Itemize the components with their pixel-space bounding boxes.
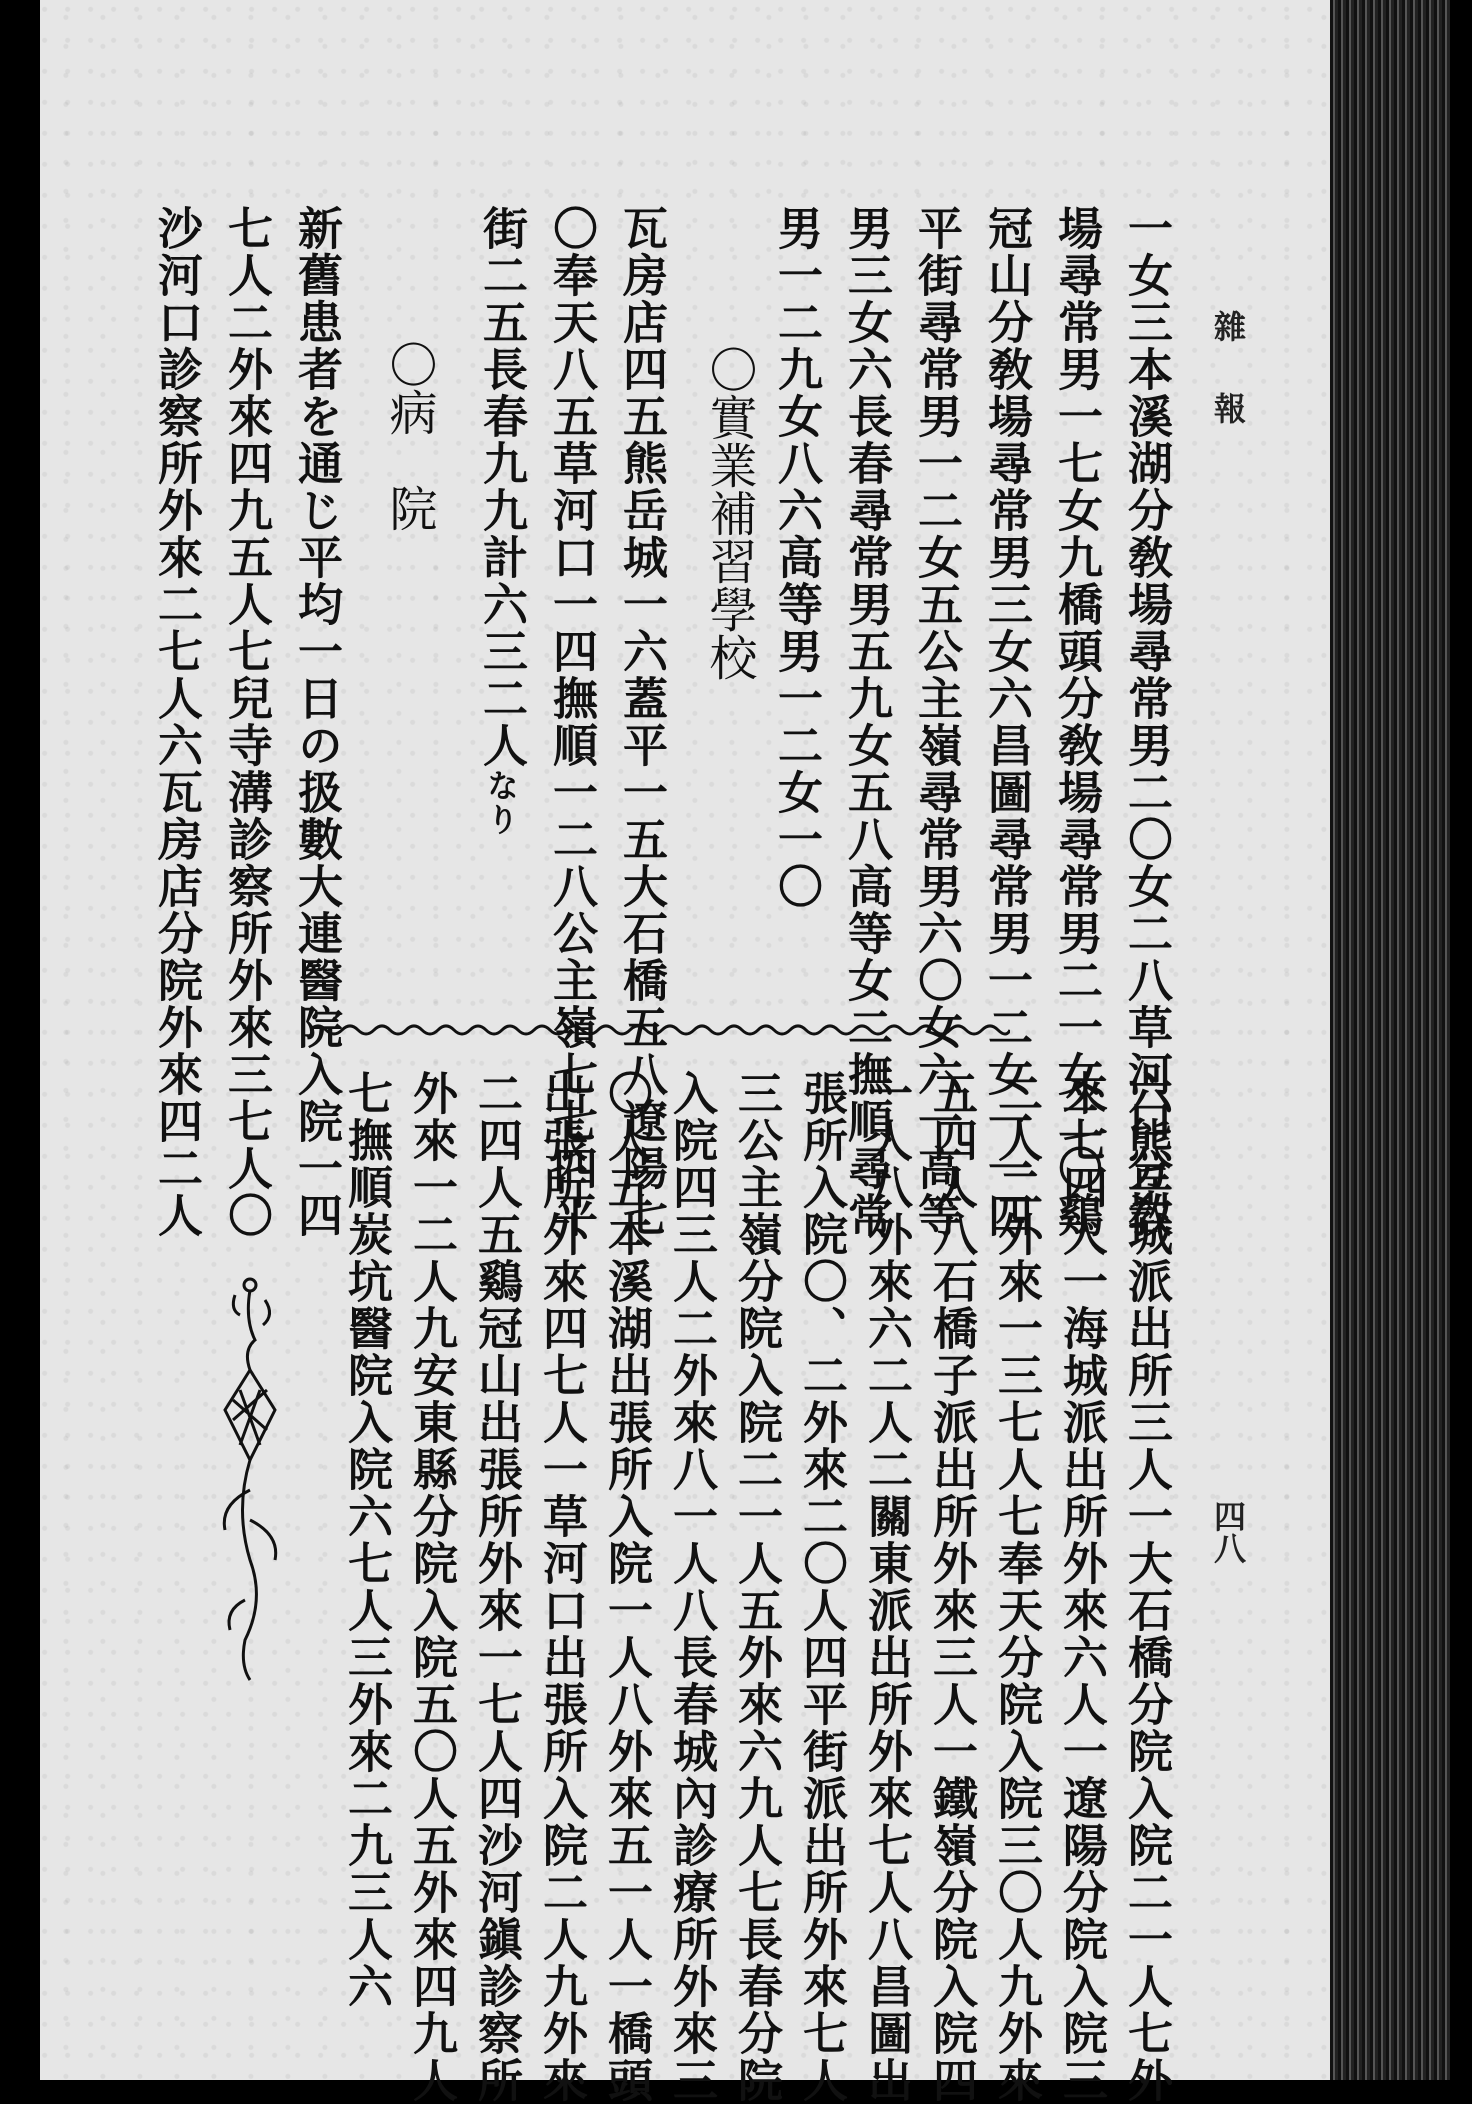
bottom-line-11: 二四人五鷄冠山出張所外來一七人四沙河鎭診察所 <box>470 1070 523 2104</box>
top-line-6: 男一二九女八六高等男一二女一〇 <box>770 205 823 910</box>
top-line-4: 平街尋常男一二女五公主嶺尋常男六〇女六一高等 <box>910 205 963 1239</box>
school-line-3 <box>465 205 537 837</box>
floral-ornament-icon <box>205 1270 295 1690</box>
bottom-line-7: 三公主嶺分院入院二一人五外來六九人七長春分院 <box>730 1070 783 2104</box>
bottom-line-4: 五四人八石橋子派出所外來三人一鐵嶺分院入院四 <box>925 1070 978 2104</box>
bottom-line-13: 七撫順炭坑醫院入院六七人三外來二九三人六 <box>340 1070 393 2010</box>
bottom-line-1: 六熊岳城派出所三人一大石橋分院入院二一人七外 <box>1120 1070 1173 2104</box>
page-number: 四八 <box>1209 1500 1247 1564</box>
hospital-line-1: 新舊患者を通じ平均一日の扱數大連醫院入院一四 <box>290 205 343 1239</box>
top-line-5: 男三女六長春尋常男五九女五八高等女二撫順尋常 <box>840 205 893 1239</box>
hospital-line-3: 沙河口診察所外來二七人六瓦房店分院外來四二人 <box>150 205 203 1239</box>
page-edge <box>1330 0 1450 2080</box>
school-line-3-suffix: なり <box>482 769 520 837</box>
bottom-line-8: 入院四三人二外來八一人八長春城內診療所外來三 <box>665 1070 718 2104</box>
bottom-line-3: 二人二外來一三七人七奉天分院入院三〇人九外來 <box>990 1070 1043 2104</box>
top-line-2: 場尋常男一七女九橋頭分敎場尋常男二一女二〇鷄 <box>1050 205 1103 1239</box>
heading-vocational-school: 〇實業補習學校 <box>701 345 757 681</box>
running-header: 雜報 <box>1209 310 1247 474</box>
top-line-3: 冠山分敎場尋常男三女六昌圖尋常男一二女一一四 <box>980 205 1033 1239</box>
wavy-divider <box>310 1020 1010 1040</box>
school-line-3-text: 街二五長春九九計六三二人 <box>475 205 528 769</box>
bottom-line-12: 外來一二人九安東縣分院入院五〇人五外來四九人 <box>405 1070 458 2104</box>
top-line-1: 一女三本溪湖分敎場尋常男二〇女二八草河口分敎 <box>1120 205 1173 1239</box>
school-line-1: 瓦房店四五熊岳城一六蓋平一五大石橋五八遼陽七 <box>615 205 668 1239</box>
bottom-line-2: 來七四人一海城派出所外來六人一遼陽分院入院三 <box>1055 1070 1108 2104</box>
hospital-line-2: 七人二外來四九五人七兒寺溝診察所外來三七人〇 <box>220 205 273 1239</box>
bottom-line-9: 〇人五本溪湖出張所入院一人八外來五一人一橋頭 <box>600 1070 653 2104</box>
bottom-line-10: 出張所外來四七人一草河口出張所入院二人九外來 <box>535 1070 588 2104</box>
school-line-2: 〇奉天八五草河口一四撫順一二八公主嶺七七四平 <box>545 205 598 1239</box>
bottom-line-6: 張所入院〇、二外來二〇人四平街派出所外來七人 <box>795 1070 848 2104</box>
bottom-line-5: 一人八外來六二人二關東派出所外來七人八昌圖出 <box>860 1070 913 2104</box>
heading-hospital: 〇病 院 <box>381 340 437 532</box>
